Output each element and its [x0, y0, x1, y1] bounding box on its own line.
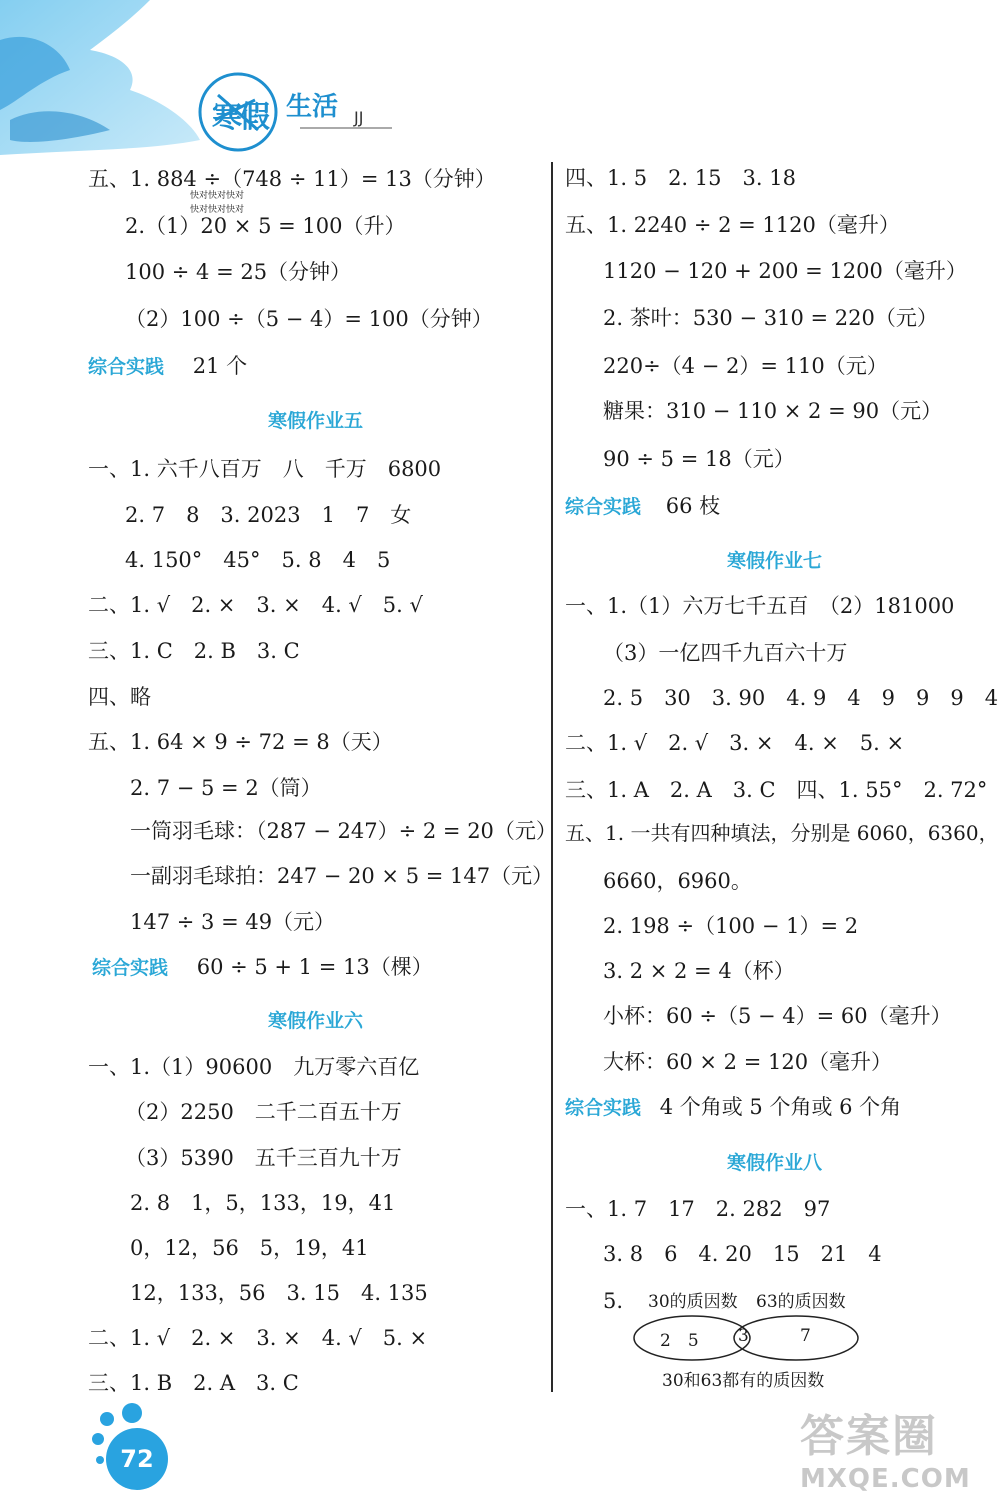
answer-line: 二、1. √ 2. √ 3. × 4. × 5. × — [565, 731, 905, 755]
answer-line: 二、1. √ 2. × 3. × 4. √ 5. √ — [88, 593, 423, 617]
landscape-illustration — [0, 0, 420, 165]
section-title: 寒假作业六 — [268, 1010, 364, 1032]
venn-right-values: 7 — [800, 1326, 811, 1346]
answer-line: 五、1. 一共有四种填法，分别是 6060，6360， — [565, 821, 999, 845]
answer-line: 1120 − 120 + 200 = 1200（毫升） — [603, 259, 967, 283]
answer-line: 四、略 — [88, 685, 151, 709]
practice-line — [565, 493, 720, 520]
practice-answer: 21 个 — [192, 354, 248, 378]
answer-line: 三、1. B 2. A 3. C — [88, 1371, 299, 1395]
decor-dot — [92, 1433, 104, 1445]
answer-line: 一、1. 六千八百万 八 千万 6800 — [88, 457, 442, 481]
answer-line: 2. 7 8 3. 2023 1 7 女 — [125, 503, 412, 527]
practice-label: 综合实践 — [565, 1097, 642, 1119]
venn-common-value: 3 — [738, 1326, 749, 1346]
answer-line: 四、1. 5 2. 15 3. 18 — [565, 166, 796, 190]
practice-label: 综合实践 — [88, 356, 165, 378]
practice-answer: 4 个角或 5 个角或 6 个角 — [659, 1095, 902, 1119]
venn-left-values: 2 5 — [660, 1331, 699, 1351]
answer-line: 大杯：60 × 2 = 120（毫升） — [603, 1050, 893, 1074]
header-banner — [0, 0, 420, 165]
answer-line: 3. 2 × 2 = 4（杯） — [603, 959, 795, 983]
answer-line: 一、1.（1）90600 九万零六百亿 — [88, 1055, 420, 1079]
answer-line: 2. 5 30 3. 90 4. 9 4 9 9 9 4 — [603, 686, 999, 710]
answer-line: 12，133，56 3. 15 4. 135 — [130, 1281, 428, 1305]
answer-line: 3. 8 6 4. 20 15 21 4 — [603, 1242, 882, 1266]
watermark-url: MXQE.COM — [800, 1464, 971, 1494]
practice-answer: 60 ÷ 5 + 1 = 13（棵） — [196, 955, 433, 979]
page-number: 72 — [106, 1428, 168, 1490]
answer-line: 220÷（4 − 2）= 110（元） — [603, 354, 888, 378]
header-edition: JJ — [354, 108, 364, 127]
answer-line: 小杯：60 ÷（5 − 4）= 60（毫升） — [603, 1004, 952, 1028]
header-subtitle: 生活 — [286, 92, 339, 122]
header-title-art: 寒假 — [212, 100, 268, 135]
answer-line: （2）2250 二千二百五十万 — [125, 1100, 402, 1124]
watermark — [800, 1400, 971, 1494]
decor-dot — [122, 1403, 142, 1423]
practice-line — [92, 954, 433, 981]
practice-answer: 66 枝 — [665, 494, 721, 518]
answer-line: 一筒羽毛球：（287 − 247）÷ 2 = 20（元） — [130, 819, 557, 843]
tiny-note: 快对快对快对 — [190, 205, 245, 215]
answer-line: 一、1. 7 17 2. 282 97 — [565, 1197, 831, 1221]
answer-line: 三、1. C 2. B 3. C — [88, 639, 300, 663]
answer-line: 五、1. 2240 ÷ 2 = 1120（毫升） — [565, 213, 900, 237]
decor-dot — [96, 1456, 104, 1464]
answer-line: 6660，6960。 — [603, 869, 752, 893]
column-divider — [551, 162, 553, 1392]
answer-line: 五、1. 884 ÷（748 ÷ 11）= 13（分钟） — [88, 167, 496, 191]
answer-line: 5. — [603, 1289, 624, 1313]
answer-line: 147 ÷ 3 = 49（元） — [130, 910, 336, 934]
practice-line — [565, 1094, 901, 1121]
answer-line: 二、1. √ 2. × 3. × 4. √ 5. × — [88, 1326, 428, 1350]
answer-line: 2.（1）20 × 5 = 100（升） — [125, 214, 406, 238]
answer-line: （2）100 ÷（5 − 4）= 100（分钟） — [125, 307, 493, 331]
answer-line: （3）5390 五千三百九十万 — [125, 1146, 402, 1170]
section-title: 寒假作业五 — [268, 410, 364, 432]
section-title: 寒假作业七 — [727, 550, 823, 572]
practice-label: 综合实践 — [565, 496, 642, 518]
answer-line: 2. 7 − 5 = 2（筒） — [130, 776, 322, 800]
venn-right-title: 63的质因数 — [756, 1292, 846, 1312]
answer-line: 一副羽毛球拍：247 − 20 × 5 = 147（元） — [130, 864, 554, 888]
answer-line: 五、1. 64 × 9 ÷ 72 = 8（天） — [88, 730, 393, 754]
venn-bottom-label: 30和63都有的质因数 — [662, 1371, 825, 1391]
practice-label: 综合实践 — [92, 957, 169, 979]
answer-line: 糖果：310 − 110 × 2 = 90（元） — [603, 399, 943, 423]
watermark-text: 答案圈 — [800, 1411, 938, 1462]
decor-dot — [100, 1412, 114, 1426]
answer-line: 0，12，56 5，19，41 — [130, 1236, 369, 1260]
answer-line: 2. 8 1，5，133，19，41 — [130, 1191, 396, 1215]
answer-line: 2. 198 ÷（100 − 1）= 2 — [603, 914, 859, 938]
answer-line: 4. 150° 45° 5. 8 4 5 — [125, 548, 391, 572]
answer-line: 2. 茶叶：530 − 310 = 220（元） — [603, 306, 938, 330]
section-title: 寒假作业八 — [727, 1152, 823, 1174]
venn-left-title: 30的质因数 — [648, 1292, 738, 1312]
answer-line: 一、1.（1）六万七千五百 （2）181000 — [565, 594, 955, 618]
answer-line: 100 ÷ 4 = 25（分钟） — [125, 260, 352, 284]
tiny-note: 快对快对快对 — [190, 191, 245, 201]
answer-line: 90 ÷ 5 = 18（元） — [603, 447, 795, 471]
answer-line: 三、1. A 2. A 3. C 四、1. 55° 2. 72° — [565, 778, 988, 802]
answer-line: （3）一亿四千九百六十万 — [603, 641, 848, 665]
practice-line — [88, 353, 247, 380]
